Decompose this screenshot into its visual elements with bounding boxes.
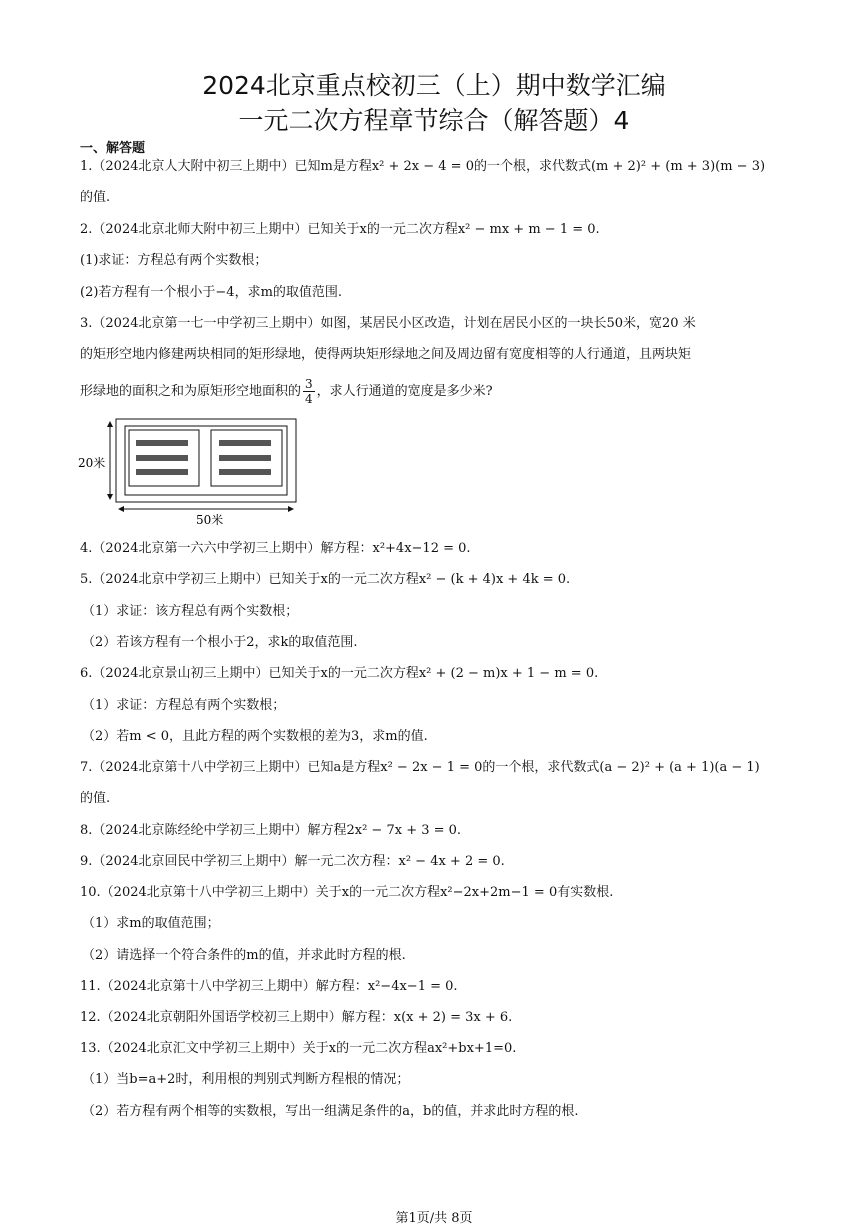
lawn-left-stripe: [136, 440, 188, 446]
question-line: 的值.: [80, 791, 111, 806]
question-line: 5.（2024北京中学初三上期中）已知关于x的一元二次方程x² − (k + 4)x + 4k = 0.: [80, 572, 571, 587]
section-heading: 一、解答题: [80, 141, 146, 156]
fraction-numerator: 3: [305, 377, 313, 391]
question-line: （1）当b=a+2时，利用根的判别式判断方程根的情况；: [82, 1072, 410, 1087]
document-title-line2: 一元二次方程章节综合（解答题）4: [238, 106, 630, 135]
width-label: 50米: [196, 513, 224, 527]
question-line: （2）若m < 0，且此方程的两个实数根的差为3，求m的值.: [82, 729, 428, 744]
question-line: （2）若该方程有一个根小于2，求k的取值范围.: [82, 635, 358, 650]
question-line: （1）求证：该方程总有两个实数根；: [82, 604, 299, 619]
question-line: 6.（2024北京景山初三上期中）已知关于x的一元二次方程x² + (2 − m)x + 1 − m = 0.: [80, 666, 599, 681]
question-line: （1）求证：方程总有两个实数根；: [82, 698, 286, 713]
question-line: （1）求m的取值范围；: [82, 916, 220, 931]
question-line: 13.（2024北京汇文中学初三上期中）关于x的一元二次方程ax²+bx+1=0.: [80, 1041, 517, 1056]
question-line: 2.（2024北京北师大附中初三上期中）已知关于x的一元二次方程x² − mx + m − 1 = 0.: [80, 222, 600, 237]
question-line: 8.（2024北京陈经纶中学初三上期中）解方程2x² − 7x + 3 = 0.: [80, 823, 462, 838]
lawn-right-stripe: [219, 455, 271, 461]
question-line: 10.（2024北京第十八中学初三上期中）关于x的一元二次方程x²−2x+2m−1 = 0有实数根.: [80, 885, 614, 900]
question-line: （2）请选择一个符合条件的m的值，并求此时方程的根.: [82, 948, 406, 963]
document-title-line1: 2024北京重点校初三（上）期中数学汇编: [202, 71, 666, 100]
lawn-left-stripe: [136, 469, 188, 475]
q3-line3-question: ，求人行通道的宽度是多少米?: [316, 384, 493, 399]
question-line: 的值.: [80, 190, 111, 205]
rectangle-lawn-figure: [70, 410, 310, 530]
height-label: 20米: [78, 456, 106, 470]
question-line: (1)求证：方程总有两个实数根；: [80, 253, 268, 268]
lawn-left-stripe: [136, 455, 188, 461]
fraction-denominator: 4: [305, 392, 313, 406]
question-line: 7.（2024北京第十八中学初三上期中）已知a是方程x² − 2x − 1 = 0的一个根，求代数式(a − 2)² + (a + 1)(a − 1): [80, 760, 760, 775]
page-footer: 第1页/共 8页: [395, 1211, 473, 1226]
q3-line3: [80, 377, 493, 406]
question-line: 4.（2024北京第一六六中学初三上期中）解方程：x²+4x−12 = 0.: [80, 541, 471, 556]
fraction-three-quarters: [303, 377, 315, 406]
question-line: 9.（2024北京回民中学初三上期中）解一元二次方程：x² − 4x + 2 = 0.: [80, 854, 505, 869]
question-line: 的矩形空地内修建两块相同的矩形绿地，使得两块矩形绿地之间及周边留有宽度相等的人行通道，且两块矩: [80, 347, 692, 362]
question-line: 12.（2024北京朝阳外国语学校初三上期中）解方程：x(x + 2) = 3x + 6.: [80, 1010, 513, 1025]
question-line: 11.（2024北京第十八中学初三上期中）解方程：x²−4x−1 = 0.: [80, 979, 458, 994]
question-line: 3.（2024北京第一七一中学初三上期中）如图，某居民小区改造，计划在居民小区的一块长50米，宽20 米: [80, 316, 696, 331]
question-line: 1.（2024北京人大附中初三上期中）已知m是方程x² + 2x − 4 = 0的一个根，求代数式(m + 2)² + (m + 3)(m − 3): [80, 159, 766, 174]
q3-line3-text: 形绿地的面积之和为原矩形空地面积的: [80, 384, 302, 399]
question-line: （2）若方程有两个相等的实数根，写出一组满足条件的a，b的值，并求此时方程的根.: [82, 1104, 579, 1119]
question-line: (2)若方程有一个根小于−4，求m的取值范围.: [80, 285, 343, 300]
lawn-right-stripe: [219, 469, 271, 475]
lawn-right-stripe: [219, 440, 271, 446]
